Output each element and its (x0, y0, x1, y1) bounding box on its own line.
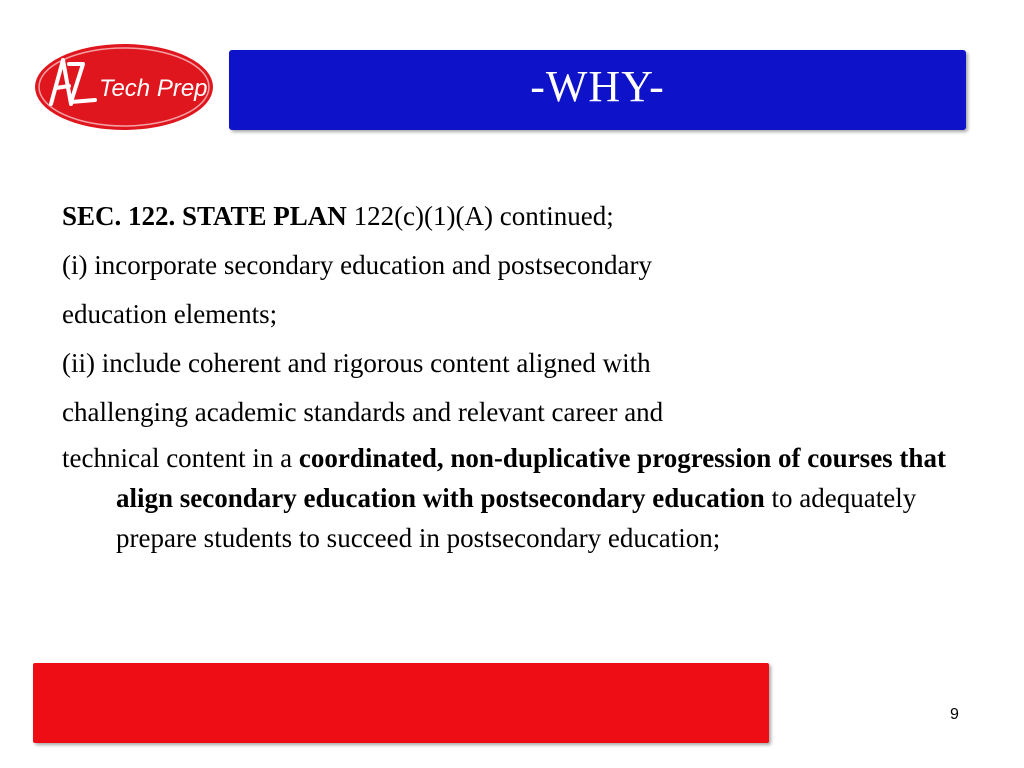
footer-bar (33, 663, 769, 743)
page-number: 9 (950, 706, 959, 723)
section-heading: SEC. 122. STATE PLAN (62, 201, 347, 231)
emphasis-text: coordinated, non-duplicative progression of courses that align secondary education with postsecondary education (116, 443, 946, 513)
logo-graphic (33, 42, 215, 132)
body-line-4: (ii) include coherent and rigorous content aligned with (62, 348, 651, 378)
body-line-1: SEC. 122. STATE PLAN 122(c)(1)(A) continued; (62, 201, 614, 231)
body-line-6: technical content in a coordinated, non-duplicative progression of courses that align secondary education with postsecondary education to adequately prepare students to succeed in postsecondary education; (62, 443, 946, 553)
body-line-2: (i) incorporate secondary education and postsecondary (62, 250, 653, 280)
title-bar (229, 50, 966, 130)
body-line-3: education elements; (62, 299, 278, 329)
logo-text: Tech Prep (99, 75, 208, 102)
slide-body (62, 192, 972, 558)
body-line-5: challenging academic standards and relevant career and (62, 397, 664, 427)
az-tech-prep-logo (33, 42, 215, 132)
slide-title: -WHY- (530, 61, 665, 111)
